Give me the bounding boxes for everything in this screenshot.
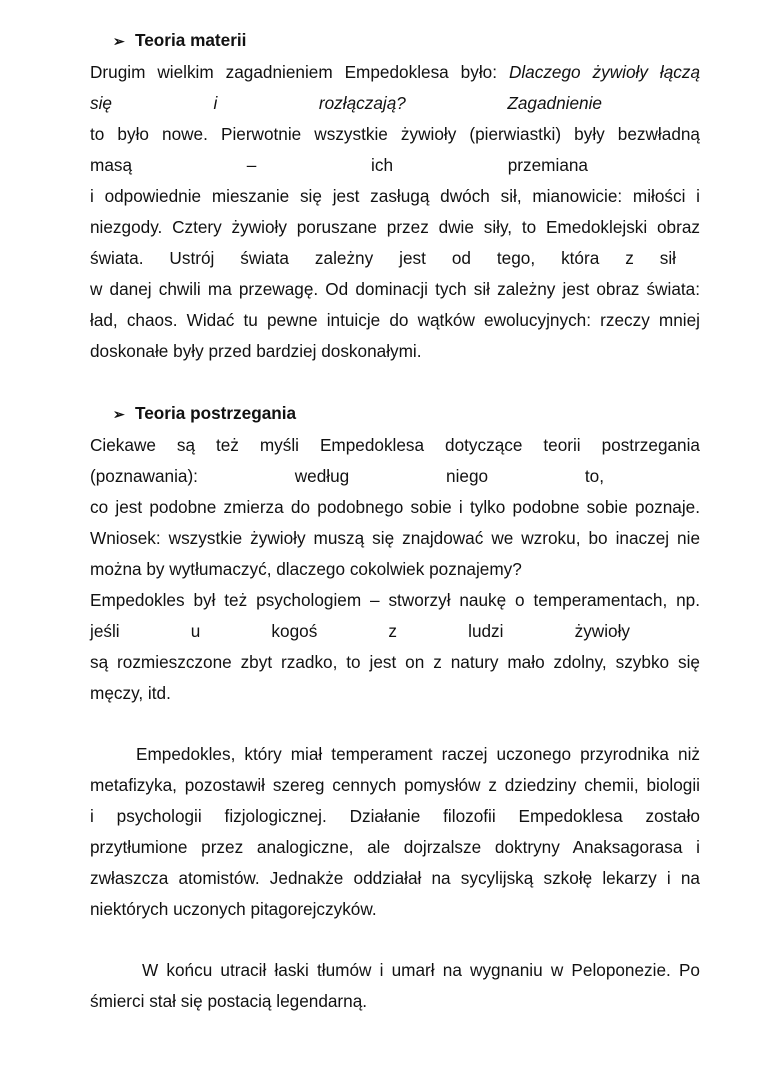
text-line: jeśli u kogoś z ludzi żywioły (90, 621, 630, 641)
text-line: co jest podobne zmierza do podobnego sobie i tylko podobne sobie poznaje. (90, 497, 700, 517)
text-line: śmierci stał się postacią legendarną. (90, 991, 368, 1011)
text-line: to było nowe. Pierwotnie wszystkie żywioły (pierwiastki) były bezwładną (90, 124, 700, 144)
italic-question: Dlaczego żywioły łączą (508, 62, 700, 82)
text-line: w danej chwili ma przewagę. Od dominacji tych sił zależny jest obraz świata: (90, 279, 700, 299)
text-line: Empedokles, który miał temperament raczej uczonego przyrodnika niż (136, 744, 700, 764)
text-line: doskonałe były przed bardziej doskonałymi. (90, 341, 422, 361)
bullet-arrow-icon: ➢ (113, 406, 125, 422)
heading-text: Teoria postrzegania (135, 403, 297, 423)
text-line: zwłaszcza atomistów. Jednakże oddziałał na sycylijską szkołę lekarzy i na (90, 868, 700, 888)
text-line: można by wytłumaczyć, dlaczego cokolwiek poznajemy? (90, 559, 522, 579)
text-line: niezgody. Cztery żywioły poruszane przez dwie siły, to Emedoklejski obraz (90, 217, 700, 237)
text-line: masą – ich przemiana (90, 155, 588, 175)
text-line: są rozmieszczone zbyt rzadko, to jest on z natury mało zdolny, szybko się (90, 652, 700, 672)
text-line: Wniosek: wszystkie żywioły muszą się znajdować we wzroku, bo inaczej nie (90, 528, 700, 548)
text-line: ład, chaos. Widać tu pewne intuicje do wątków ewolucyjnych: rzeczy mniej (90, 310, 700, 330)
text-line: (poznawania): według niego to, (90, 466, 604, 486)
text-line: metafizyka, pozostawił szereg cennych pomysłów z dziedziny chemii, biologii (90, 775, 700, 795)
text-line: Drugim wielkim zagadnieniem Empedoklesa było: Dlaczego żywioły łączą (90, 62, 700, 82)
text-line: świata. Ustrój świata zależny jest od tego, która z sił (90, 248, 676, 268)
text-line: Empedokles był też psychologiem – stworzył naukę o temperamentach, np. (90, 590, 700, 610)
text-line: się i rozłączają? Zagadnienie (90, 93, 602, 113)
text-line: męczy, itd. (90, 683, 171, 703)
text-line: niektórych uczonych pitagorejczyków. (90, 899, 377, 919)
text-line: przytłumione przez analogiczne, ale dojrzalsze doktryny Anaksagorasa i (90, 837, 700, 857)
text-line: i odpowiednie mieszanie się jest zasługą dwóch sił, mianowicie: miłości i (90, 186, 700, 206)
section-heading (113, 402, 513, 424)
text-line: Ciekawe są też myśli Empedoklesa dotyczące teorii postrzegania (90, 435, 700, 455)
bullet-arrow-icon: ➢ (113, 33, 125, 49)
heading-text: Teoria materii (135, 30, 247, 50)
text-line: i psychologii fizjologicznej. Działanie filozofii Empedoklesa zostało (90, 806, 700, 826)
text-line: W końcu utracił łaski tłumów i umarł na wygnaniu w Peloponezie. Po (142, 960, 700, 980)
section-heading (113, 29, 513, 51)
